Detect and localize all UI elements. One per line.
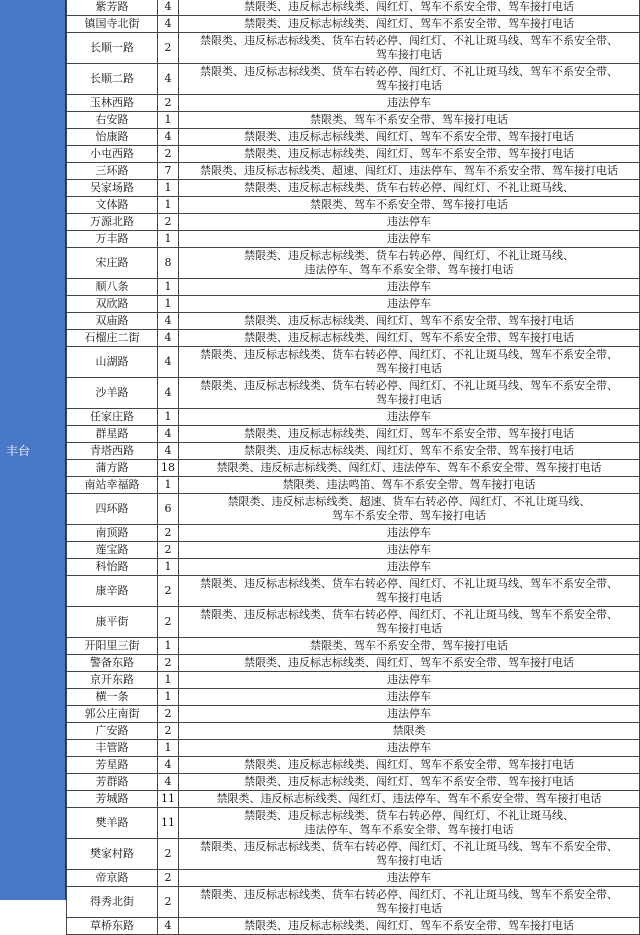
table-row [67, 214, 640, 231]
road-name-cell: 警备东路 [67, 655, 158, 672]
violation-types-cell [179, 655, 640, 672]
violation-line: 禁限类、驾车不系安全带、驾车接打电话 [310, 639, 508, 652]
violation-line: 禁限类、违反标志标线类、闯红灯、驾车不系安全带、驾车接打电话 [244, 0, 574, 13]
table-row [67, 791, 640, 808]
violation-types-cell [179, 525, 640, 542]
violation-types-cell [179, 146, 640, 163]
table-row [67, 870, 640, 887]
count-cell: 2 [158, 525, 179, 542]
violation-line: 违法停车 [387, 280, 431, 293]
table-row [67, 129, 640, 146]
table-row [67, 460, 640, 477]
violation-types-cell [179, 774, 640, 791]
count-cell: 4 [158, 347, 179, 378]
table-row [67, 689, 640, 706]
road-name-cell: 双欣路 [67, 296, 158, 313]
violation-line: 禁限类、违反标志标线类、闯红灯、驾车不系安全带、驾车接打电话 [244, 444, 574, 457]
violation-types-cell [179, 542, 640, 559]
count-cell: 2 [158, 214, 179, 231]
count-cell: 2 [158, 723, 179, 740]
count-cell: 2 [158, 33, 179, 64]
count-cell: 4 [158, 129, 179, 146]
road-name-cell: 丰管路 [67, 740, 158, 757]
violation-line: 违法停车 [387, 871, 431, 884]
violation-types-cell [179, 870, 640, 887]
violation-types-cell [179, 706, 640, 723]
table-row [67, 231, 640, 248]
violation-line: 禁限类、违反标志标线类、货车右转必停、闯红灯、不礼让斑马线、驾车不系安全带、 [200, 577, 618, 590]
violation-types-cell [179, 16, 640, 33]
table-row [67, 525, 640, 542]
table-row [67, 163, 640, 180]
road-name-cell: 草桥东路 [67, 918, 158, 935]
table-row [67, 494, 640, 525]
violation-line: 禁限类、违反标志标线类、超速、货车右转必停、闯红灯、不礼让斑马线、 [227, 495, 591, 508]
violation-types-cell [179, 279, 640, 296]
violation-line: 禁限类、违反标志标线类、闯红灯、驾车不系安全带、驾车接打电话 [244, 130, 574, 143]
violation-line: 禁限类、驾车不系安全带、驾车接打电话 [310, 198, 508, 211]
count-cell: 1 [158, 409, 179, 426]
violation-line: 禁限类、违反标志标线类、货车右转必停、闯红灯、不礼让斑马线、驾车不系安全带、 [200, 34, 618, 47]
count-cell: 2 [158, 576, 179, 607]
road-name-cell: 万源北路 [67, 214, 158, 231]
count-cell: 18 [158, 460, 179, 477]
road-name-cell: 南顶路 [67, 525, 158, 542]
table-row [67, 638, 640, 655]
violation-types-cell [179, 64, 640, 95]
violation-line: 禁限类、违反标志标线类、闯红灯、驾车不系安全带、驾车接打电话 [244, 331, 574, 344]
road-name-cell: 玉林西路 [67, 95, 158, 112]
table-row [67, 723, 640, 740]
violation-types-cell [179, 723, 640, 740]
table-row [67, 33, 640, 64]
count-cell: 2 [158, 839, 179, 870]
count-cell: 4 [158, 774, 179, 791]
violation-line: 禁限类、违反标志标线类、货车右转必停、闯红灯、不礼让斑马线、驾车不系安全带、 [200, 379, 618, 392]
violation-types-cell [179, 409, 640, 426]
violation-types-cell [179, 791, 640, 808]
violation-types-cell [179, 638, 640, 655]
table-row [67, 542, 640, 559]
road-name-cell: 樊羊路 [67, 808, 158, 839]
table-row [67, 757, 640, 774]
table-row [67, 248, 640, 279]
road-name-cell: 小屯西路 [67, 146, 158, 163]
violation-types-cell [179, 757, 640, 774]
violation-types-cell [179, 808, 640, 839]
violation-line: 驾车接打电话 [376, 902, 442, 915]
table-row [67, 443, 640, 460]
violation-types-cell [179, 0, 640, 16]
road-name-cell: 樊家村路 [67, 839, 158, 870]
road-name-cell: 紫芳路 [67, 0, 158, 16]
table-row [67, 839, 640, 870]
road-name-cell: 得秀北街 [67, 887, 158, 918]
table-row [67, 477, 640, 494]
road-name-cell: 康平街 [67, 607, 158, 638]
violation-line: 违法停车、驾车不系安全带、驾车接打电话 [304, 823, 514, 836]
violation-types-cell [179, 95, 640, 112]
count-cell: 4 [158, 330, 179, 347]
violation-line: 驾车接打电话 [376, 591, 442, 604]
count-cell: 4 [158, 378, 179, 409]
violation-types-cell [179, 918, 640, 935]
count-cell: 1 [158, 112, 179, 129]
count-cell: 11 [158, 808, 179, 839]
table-row [67, 918, 640, 935]
road-name-cell: 芳城路 [67, 791, 158, 808]
count-cell: 11 [158, 791, 179, 808]
violation-line: 禁限类、违反标志标线类、货车右转必停、闯红灯、不礼让斑马线、 [244, 809, 574, 822]
table-row [67, 706, 640, 723]
violation-line: 禁限类、驾车不系安全带、驾车接打电话 [310, 113, 508, 126]
count-cell: 4 [158, 426, 179, 443]
count-cell: 1 [158, 672, 179, 689]
violation-line: 禁限类、违反标志标线类、闯红灯、驾车不系安全带、驾车接打电话 [244, 656, 574, 669]
violation-line: 违法停车、驾车不系安全带、驾车接打电话 [304, 263, 514, 276]
road-name-cell: 莲宝路 [67, 542, 158, 559]
table-row [67, 740, 640, 757]
violation-types-cell [179, 839, 640, 870]
road-name-cell: 广安路 [67, 723, 158, 740]
violation-types-cell [179, 477, 640, 494]
violation-types-cell [179, 607, 640, 638]
count-cell: 1 [158, 180, 179, 197]
road-name-cell: 三环路 [67, 163, 158, 180]
table-row [67, 296, 640, 313]
count-cell: 1 [158, 279, 179, 296]
count-cell: 2 [158, 607, 179, 638]
count-cell: 6 [158, 494, 179, 525]
violation-line: 禁限类、违反标志标线类、闯红灯、违法停车、驾车不系安全带、驾车接打电话 [216, 461, 602, 474]
road-name-cell: 长顺二路 [67, 64, 158, 95]
violation-line: 禁限类、违反标志标线类、闯红灯、驾车不系安全带、驾车接打电话 [244, 427, 574, 440]
road-name-cell: 郭公庄南街 [67, 706, 158, 723]
violation-line: 驾车接打电话 [376, 48, 442, 61]
violation-line: 违法停车 [387, 690, 431, 703]
violation-line: 禁限类、违反标志标线类、闯红灯、驾车不系安全带、驾车接打电话 [244, 775, 574, 788]
road-name-cell: 文体路 [67, 197, 158, 214]
table-row [67, 95, 640, 112]
violation-line: 禁限类、违反标志标线类、货车右转必停、闯红灯、不礼让斑马线、驾车不系安全带、 [200, 840, 618, 853]
count-cell: 4 [158, 918, 179, 935]
road-name-cell: 康辛路 [67, 576, 158, 607]
violation-types-cell [179, 248, 640, 279]
table-row [67, 180, 640, 197]
table-row [67, 0, 640, 16]
table-row [67, 672, 640, 689]
table-row [67, 197, 640, 214]
table-row [67, 808, 640, 839]
violation-types-cell [179, 559, 640, 576]
table-row [67, 576, 640, 607]
violation-line: 违法停车 [387, 543, 431, 556]
violation-types-cell [179, 740, 640, 757]
count-cell: 4 [158, 0, 179, 16]
violation-line: 驾车接打电话 [376, 79, 442, 92]
violation-line: 违法停车 [387, 741, 431, 754]
violation-types-cell [179, 231, 640, 248]
violation-types-cell [179, 443, 640, 460]
table-row [67, 16, 640, 33]
road-name-cell: 长顺一路 [67, 33, 158, 64]
count-cell: 4 [158, 16, 179, 33]
violation-types-cell [179, 426, 640, 443]
road-name-cell: 青塔西路 [67, 443, 158, 460]
road-name-cell: 科怡路 [67, 559, 158, 576]
violation-line: 禁限类、违反标志标线类、货车右转必停、闯红灯、不礼让斑马线、 [244, 249, 574, 262]
violation-line: 禁限类、违反标志标线类、闯红灯、驾车不系安全带、驾车接打电话 [244, 758, 574, 771]
table-row [67, 347, 640, 378]
count-cell: 2 [158, 887, 179, 918]
count-cell: 4 [158, 757, 179, 774]
count-cell: 4 [158, 443, 179, 460]
violation-types-cell [179, 494, 640, 525]
district-cell [0, 0, 66, 900]
violation-line: 禁限类、违反标志标线类、货车右转必停、闯红灯、不礼让斑马线、 [244, 181, 574, 194]
count-cell: 1 [158, 638, 179, 655]
count-cell: 1 [158, 689, 179, 706]
violation-line: 禁限类、违法鸣笛、驾车不系安全带、驾车接打电话 [282, 478, 536, 491]
table-row [67, 887, 640, 918]
violation-line: 禁限类 [392, 724, 426, 737]
road-name-cell: 芳群路 [67, 774, 158, 791]
violation-line: 禁限类、违反标志标线类、闯红灯、驾车不系安全带、驾车接打电话 [244, 147, 574, 160]
count-cell: 1 [158, 296, 179, 313]
violation-types-cell [179, 163, 640, 180]
violation-types-cell [179, 347, 640, 378]
violation-line: 禁限类、违反标志标线类、闯红灯、驾车不系安全带、驾车接打电话 [244, 17, 574, 30]
road-name-cell: 蒲方路 [67, 460, 158, 477]
table-row [67, 146, 640, 163]
violation-types-cell [179, 180, 640, 197]
road-name-cell: 南站幸福路 [67, 477, 158, 494]
violation-line: 禁限类、违反标志标线类、闯红灯、驾车不系安全带、驾车接打电话 [244, 314, 574, 327]
table-row [67, 559, 640, 576]
count-cell: 2 [158, 95, 179, 112]
table-row [67, 64, 640, 95]
count-cell: 1 [158, 231, 179, 248]
count-cell: 2 [158, 655, 179, 672]
district-label: 丰台 [6, 443, 31, 458]
count-cell: 2 [158, 706, 179, 723]
table-row [67, 279, 640, 296]
violation-line: 违法停车 [387, 526, 431, 539]
violation-line: 违法停车 [387, 96, 431, 109]
count-cell: 1 [158, 477, 179, 494]
violation-line: 禁限类、违反标志标线类、货车右转必停、闯红灯、不礼让斑马线、驾车不系安全带、 [200, 608, 618, 621]
violation-line: 禁限类、违反标志标线类、货车右转必停、闯红灯、不礼让斑马线、驾车不系安全带、 [200, 65, 618, 78]
count-cell: 2 [158, 146, 179, 163]
violation-types-cell [179, 33, 640, 64]
count-cell: 7 [158, 163, 179, 180]
count-cell: 1 [158, 559, 179, 576]
table-body [67, 0, 640, 935]
road-name-cell: 开阳里三街 [67, 638, 158, 655]
violations-table [66, 0, 640, 935]
violation-line: 禁限类、违反标志标线类、货车右转必停、闯红灯、不礼让斑马线、驾车不系安全带、 [200, 888, 618, 901]
violation-line: 驾车不系安全带、驾车接打电话 [332, 509, 486, 522]
road-name-cell: 镇国寺北街 [67, 16, 158, 33]
violation-line: 驾车接打电话 [376, 622, 442, 635]
violation-types-cell [179, 887, 640, 918]
violation-types-cell [179, 576, 640, 607]
table-row [67, 426, 640, 443]
violation-types-cell [179, 330, 640, 347]
table-row [67, 774, 640, 791]
road-name-cell: 双庙路 [67, 313, 158, 330]
table-row [67, 378, 640, 409]
road-name-cell: 沙羊路 [67, 378, 158, 409]
road-name-cell: 芳星路 [67, 757, 158, 774]
road-name-cell: 右安路 [67, 112, 158, 129]
table-row [67, 607, 640, 638]
road-name-cell: 顺八条 [67, 279, 158, 296]
violation-types-cell [179, 378, 640, 409]
violation-types-cell [179, 296, 640, 313]
violation-line: 违法停车 [387, 215, 431, 228]
road-name-cell: 吴家场路 [67, 180, 158, 197]
violation-line: 违法停车 [387, 673, 431, 686]
road-name-cell: 怡康路 [67, 129, 158, 146]
violation-line: 禁限类、违反标志标线类、闯红灯、驾车不系安全带、驾车接打电话 [244, 919, 574, 932]
count-cell: 4 [158, 64, 179, 95]
road-name-cell: 石榴庄二街 [67, 330, 158, 347]
violation-line: 驾车接打电话 [376, 362, 442, 375]
violation-line: 违法停车 [387, 297, 431, 310]
table-row [67, 313, 640, 330]
road-name-cell: 四环路 [67, 494, 158, 525]
violation-types-cell [179, 313, 640, 330]
violation-line: 禁限类、违反标志标线类、超速、闯红灯、违法停车、驾车不系安全带、驾车接打电话 [200, 164, 618, 177]
count-cell: 2 [158, 870, 179, 887]
violation-line: 违法停车 [387, 232, 431, 245]
violation-line: 违法停车 [387, 410, 431, 423]
count-cell: 2 [158, 542, 179, 559]
road-name-cell: 群星路 [67, 426, 158, 443]
table-row [67, 409, 640, 426]
road-name-cell: 任家庄路 [67, 409, 158, 426]
count-cell: 8 [158, 248, 179, 279]
table-row [67, 655, 640, 672]
road-name-cell: 宋庄路 [67, 248, 158, 279]
violation-types-cell [179, 460, 640, 477]
violation-types-cell [179, 214, 640, 231]
table-row [67, 330, 640, 347]
violation-types-cell [179, 689, 640, 706]
violation-types-cell [179, 672, 640, 689]
road-name-cell: 万丰路 [67, 231, 158, 248]
violation-line: 违法停车 [387, 707, 431, 720]
violation-line: 违法停车 [387, 560, 431, 573]
count-cell: 1 [158, 740, 179, 757]
count-cell: 1 [158, 197, 179, 214]
violation-line: 禁限类、违反标志标线类、闯红灯、违法停车、驾车不系安全带、驾车接打电话 [216, 792, 602, 805]
violation-line: 驾车接打电话 [376, 393, 442, 406]
count-cell: 4 [158, 313, 179, 330]
road-name-cell: 京开东路 [67, 672, 158, 689]
road-name-cell: 山湖路 [67, 347, 158, 378]
violation-types-cell [179, 197, 640, 214]
violation-types-cell [179, 129, 640, 146]
road-name-cell: 帝京路 [67, 870, 158, 887]
violation-types-cell [179, 112, 640, 129]
violation-line: 禁限类、违反标志标线类、货车右转必停、闯红灯、不礼让斑马线、驾车不系安全带、 [200, 348, 618, 361]
road-name-cell: 横一条 [67, 689, 158, 706]
violation-line: 驾车接打电话 [376, 854, 442, 867]
table-row [67, 112, 640, 129]
